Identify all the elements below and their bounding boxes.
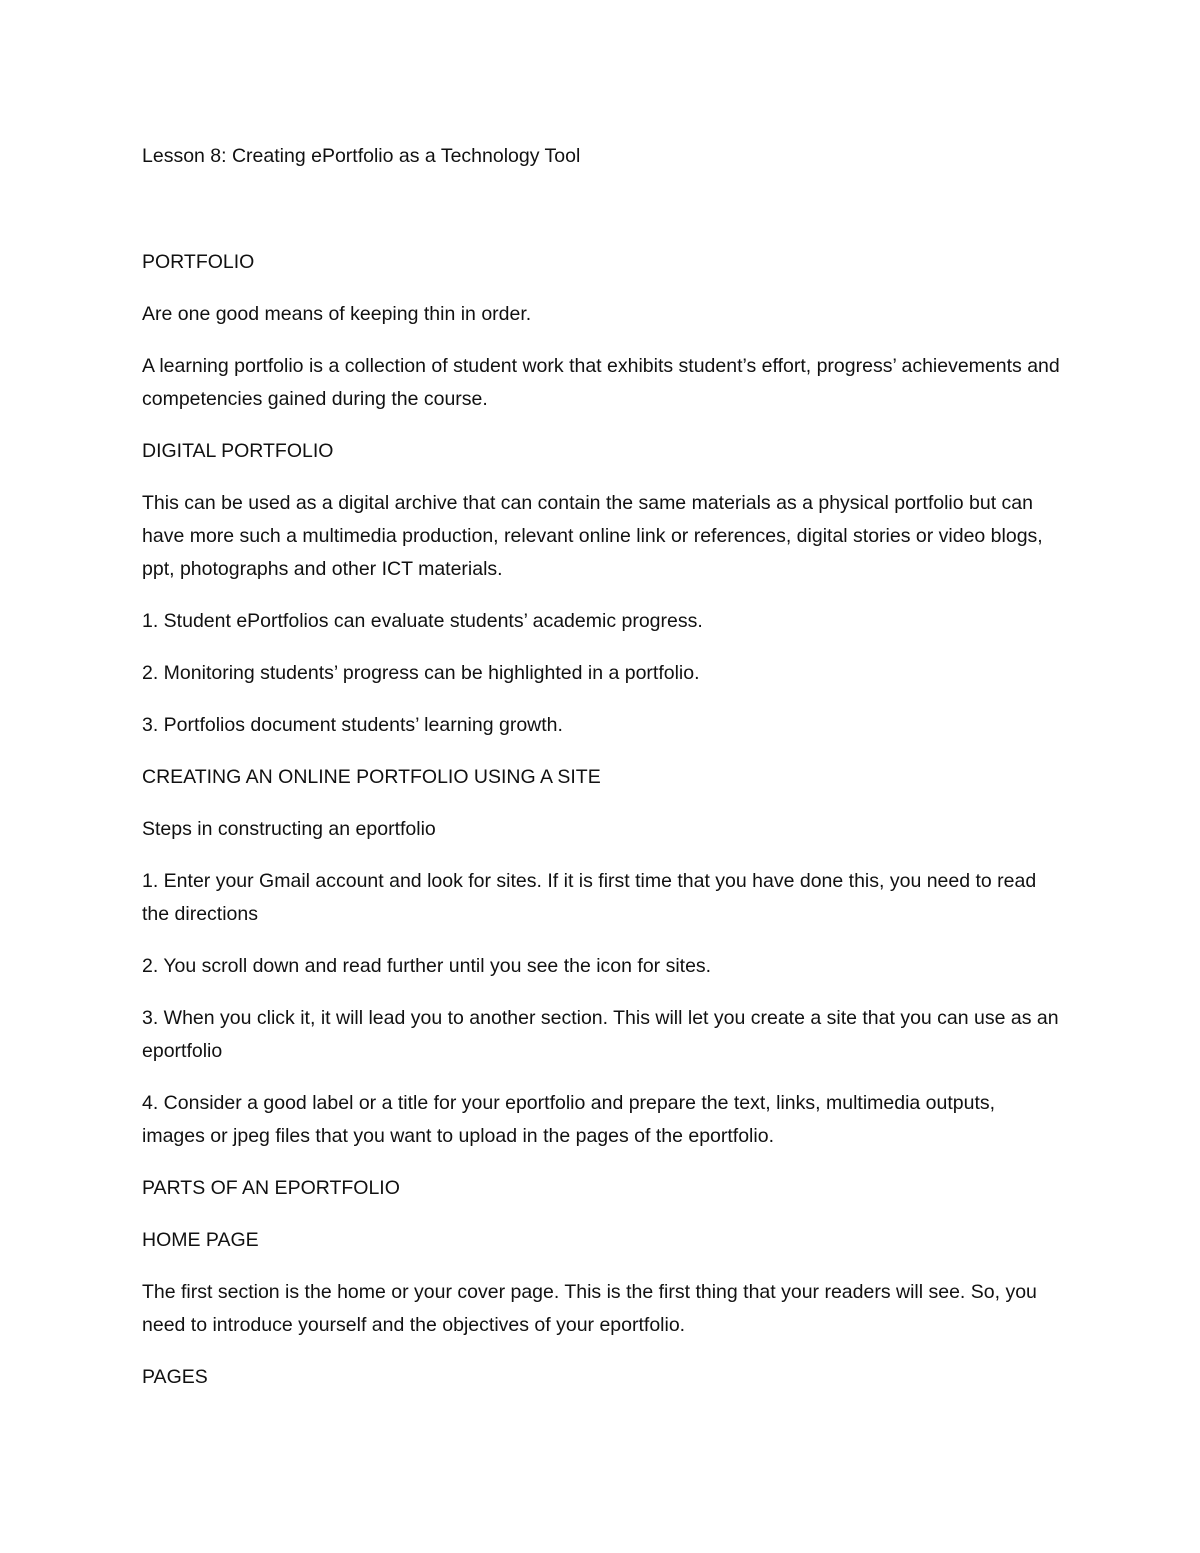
heading-digital-portfolio: DIGITAL PORTFOLIO [142, 440, 334, 462]
list-item-step-3: 3. When you click it, it will lead you to another section. This will let you create a site that you can use as an eportfolio [142, 1007, 1059, 1062]
paragraph-steps-intro: Steps in constructing an eportfolio [142, 818, 436, 840]
paragraph-digital-archive: This can be used as a digital archive that can contain the same materials as a physical portfolio but can have more such a multimedia production, relevant online link or references, digital stories or video blogs, ppt, photographs and other ICT materials. [142, 492, 1043, 580]
list-item-step-4: 4. Consider a good label or a title for your eportfolio and prepare the text, links, multimedia outputs, images or jpeg files that you want to upload in the pages of the eportfolio. [142, 1092, 996, 1147]
heading-pages: PAGES [142, 1366, 208, 1388]
paragraph-home-page: The first section is the home or your cover page. This is the first thing that your readers will see. So, you need to introduce yourself and the objectives of your eportfolio. [142, 1281, 1037, 1336]
document-body [142, 140, 1062, 1413]
heading-portfolio: PORTFOLIO [142, 251, 255, 273]
list-item-benefit-1: 1. Student ePortfolios can evaluate students’ academic progress. [142, 610, 703, 632]
list-item-benefit-2: 2. Monitoring students’ progress can be highlighted in a portfolio. [142, 662, 700, 684]
lesson-title: Lesson 8: Creating ePortfolio as a Technology Tool [142, 145, 581, 167]
list-item-step-1: 1. Enter your Gmail account and look for sites. If it is first time that you have done this, you need to read the directions [142, 870, 1037, 925]
heading-creating-online-portfolio: CREATING AN ONLINE PORTFOLIO USING A SITE [142, 766, 601, 788]
paragraph-learning-portfolio: A learning portfolio is a collection of student work that exhibits student’s effort, progress’ achievements and competencies gained during the course. [142, 355, 1060, 410]
list-item-step-2: 2. You scroll down and read further until you see the icon for sites. [142, 955, 712, 977]
heading-home-page: HOME PAGE [142, 1229, 259, 1251]
heading-parts-of-eportfolio: PARTS OF AN EPORTFOLIO [142, 1177, 400, 1199]
paragraph-portfolio-definition: Are one good means of keeping thin in order. [142, 303, 532, 325]
list-item-benefit-3: 3. Portfolios document students’ learning growth. [142, 714, 563, 736]
